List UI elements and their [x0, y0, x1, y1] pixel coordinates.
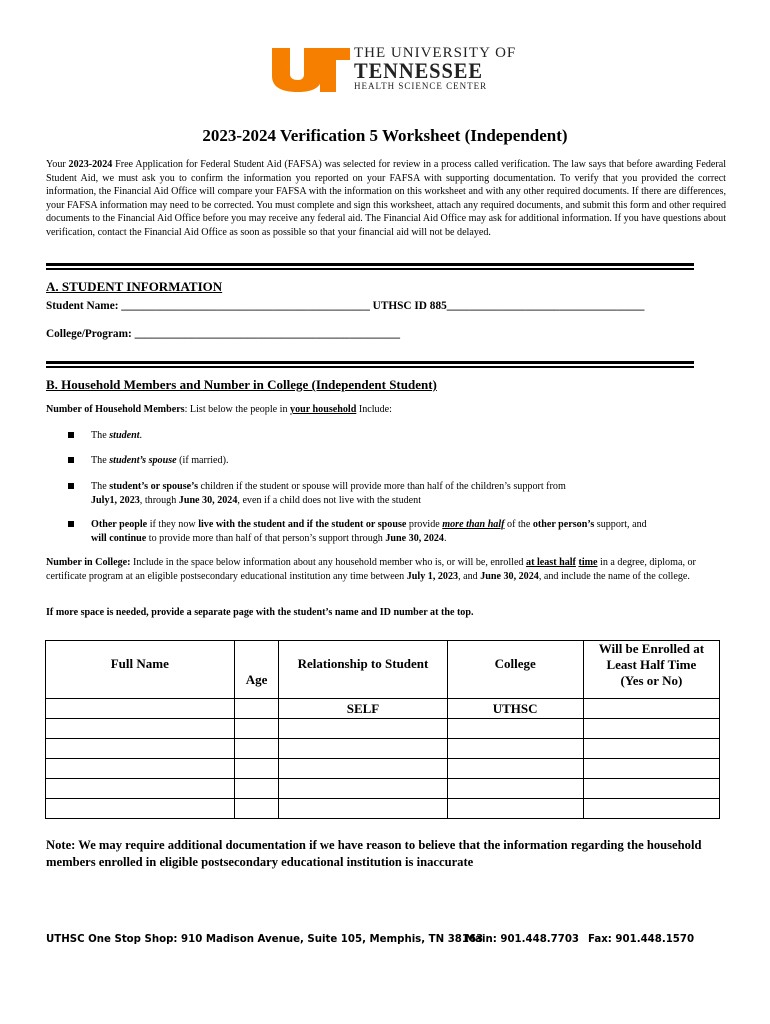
- household-members-text: Number of Household Members: List below the people in your household Include:: [46, 404, 392, 415]
- household-table: [45, 640, 720, 819]
- intro-paragraph: Your 2023-2024 Free Application for Federal Student Aid (FAFSA) was selected for review in a process called verification. The law says that before awarding Federal Student Aid, we must ask you to confirm the information you reported on your FAFSA with supporting documentation. To verify that you provided the correct information, the Financial Aid Office will compare your FAFSA with the information on this worksheet and with any other required documents. If there are differences, your FAFSA information may need to be corrected. You must complete and sign this worksheet, attach any required documents, and submit this form and other required documents to the Financial Aid Office before you may receive any federal aid. The Financial Aid Office may ask for additional information. If you have questions about verification, contact the Financial Aid Office as soon as possible so that your financial aid will not be delayed.: [46, 159, 727, 238]
- ut-logo-mark: [270, 46, 350, 92]
- table-row: [46, 699, 720, 719]
- section-a-heading: A. STUDENT INFORMATION: [46, 279, 223, 294]
- table-cell: SELF: [279, 699, 447, 719]
- table-cell[interactable]: [234, 759, 279, 779]
- table-cell[interactable]: [583, 759, 719, 779]
- table-cell[interactable]: [447, 799, 583, 819]
- bullet-icon: [68, 457, 74, 463]
- table-cell[interactable]: [46, 759, 235, 779]
- documentation-note: Note: We may require additional documentation if we have reason to believe that the information regarding the household members enrolled in eligible postsecondary educational institution is inaccurate: [46, 838, 702, 869]
- col-full-name: Full Name: [46, 641, 235, 699]
- col-relationship: Relationship to Student: [279, 641, 447, 699]
- footer-main-phone: Main: 901.448.7703: [465, 934, 580, 945]
- logo-line-3: HEALTH SCIENCE CENTER: [354, 81, 488, 91]
- table-cell[interactable]: [279, 739, 447, 759]
- table-header-row: [46, 641, 720, 699]
- table-cell[interactable]: [234, 739, 279, 759]
- uthsc-logo: [270, 45, 517, 94]
- bullet-icon: [68, 521, 74, 527]
- table-cell[interactable]: [234, 719, 279, 739]
- table-row: [46, 719, 720, 739]
- table-row: [46, 739, 720, 759]
- col-college: College: [447, 641, 583, 699]
- logo-line-2: TENNESSEE: [354, 58, 483, 83]
- bullet-children: The student’s or spouse’s children if the student or spouse will provide more than half of the children’s support from July1, 2023, through June 30, 2024, even if a child does not live with the student: [91, 481, 566, 506]
- table-cell[interactable]: [279, 779, 447, 799]
- footer-fax: Fax: 901.448.1570: [588, 934, 695, 945]
- table-cell[interactable]: [447, 759, 583, 779]
- section-divider: [46, 361, 694, 368]
- table-cell[interactable]: [279, 759, 447, 779]
- table-cell[interactable]: [583, 739, 719, 759]
- table-cell[interactable]: [234, 799, 279, 819]
- bullet-student: The student.: [91, 430, 143, 441]
- table-row: [46, 779, 720, 799]
- logo-line-1: THE UNIVERSITY OF: [354, 45, 517, 61]
- page-title: 2023-2024 Verification 5 Worksheet (Independent): [202, 126, 568, 145]
- table-cell[interactable]: [46, 699, 235, 719]
- table-cell[interactable]: [583, 699, 719, 719]
- number-in-college-text: Number in College: Include in the space below information about any household member who is, or will be, enrolled at least half time in a degree, diploma, or certificate program at an eligible postsecondary educational institution any time between July 1, 2023, and June 30, 2024, and include the name of the college.: [46, 557, 696, 582]
- col-age: Age: [234, 641, 279, 699]
- table-cell[interactable]: [46, 779, 235, 799]
- table-cell[interactable]: [46, 739, 235, 759]
- table-row: [46, 799, 720, 819]
- table-cell[interactable]: [583, 719, 719, 739]
- section-b-heading: B. Household Members and Number in College (Independent Student): [46, 377, 437, 392]
- footer-address: UTHSC One Stop Shop: 910 Madison Avenue, Suite 105, Memphis, TN 38163: [46, 934, 484, 945]
- section-divider: [46, 263, 694, 270]
- col-enrolled: Will be Enrolled at Least Half Time (Yes or No): [583, 641, 719, 699]
- table-cell[interactable]: [447, 719, 583, 739]
- bullet-spouse: The student’s spouse (if married).: [91, 455, 229, 466]
- table-cell[interactable]: [583, 779, 719, 799]
- table-cell[interactable]: [279, 799, 447, 819]
- table-cell[interactable]: [583, 799, 719, 819]
- bullet-icon: [68, 432, 74, 438]
- bullet-other-people: Other people if they now live with the student and if the student or spouse provide more than half of the other person’s support, and will continue to provide more than half of that person’s support through June 30, 2024.: [91, 519, 647, 544]
- bullet-icon: [68, 483, 74, 489]
- table-cell[interactable]: [234, 779, 279, 799]
- student-name-field[interactable]: Student Name: ____________________________________________ UTHSC ID 885___________________________________: [46, 300, 645, 312]
- college-program-field[interactable]: College/Program: _______________________________________________: [46, 328, 401, 340]
- table-row: [46, 759, 720, 779]
- space-note: If more space is needed, provide a separate page with the student’s name and ID number at the top.: [46, 607, 474, 618]
- table-cell[interactable]: [46, 719, 235, 739]
- table-cell[interactable]: [234, 699, 279, 719]
- table-cell: UTHSC: [447, 699, 583, 719]
- table-cell[interactable]: [46, 799, 235, 819]
- table-cell[interactable]: [447, 739, 583, 759]
- table-cell[interactable]: [447, 779, 583, 799]
- table-cell[interactable]: [279, 719, 447, 739]
